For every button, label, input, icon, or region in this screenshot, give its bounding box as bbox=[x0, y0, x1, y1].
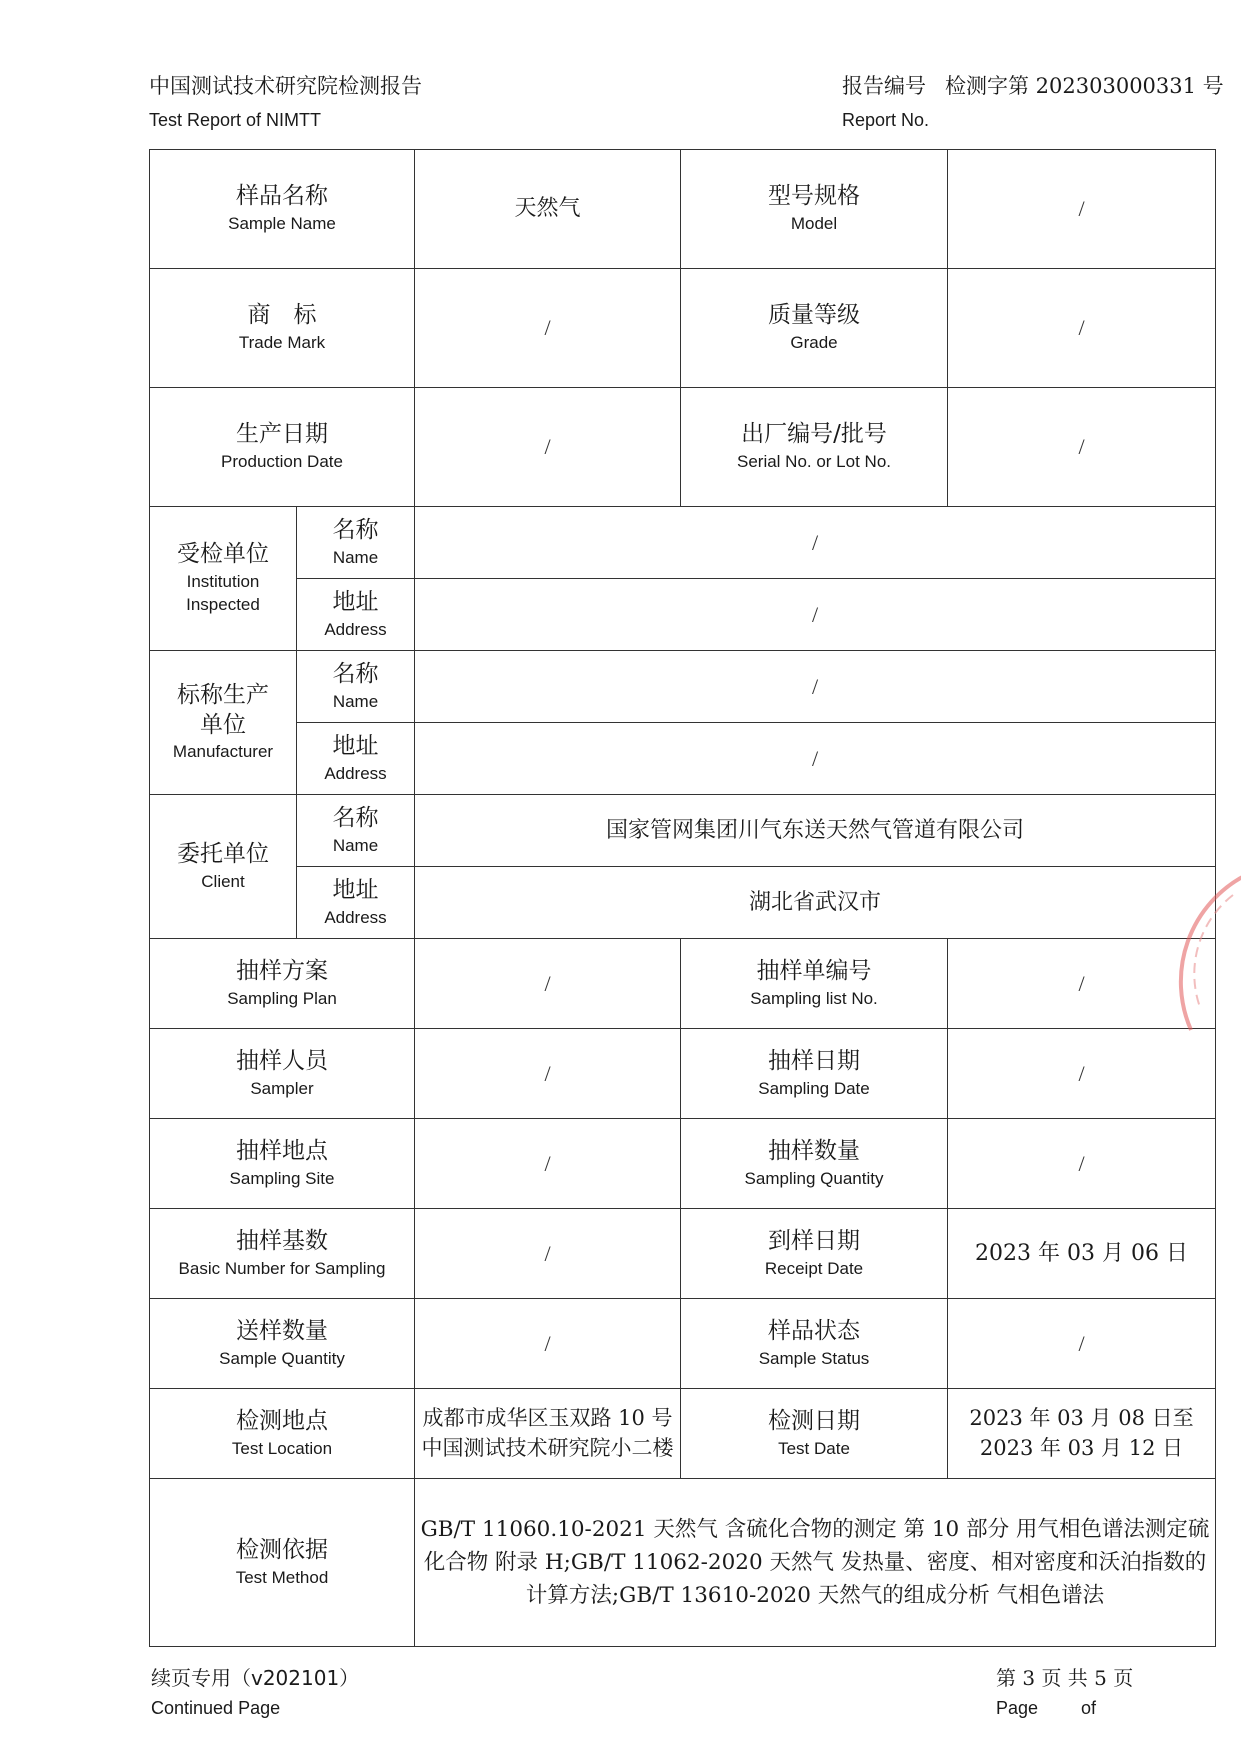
table-row bbox=[150, 1389, 1216, 1479]
basic-number-value: / bbox=[415, 1209, 681, 1299]
grade-label: 质量等级 Grade bbox=[681, 269, 948, 388]
institution-address-value: / bbox=[415, 579, 1216, 651]
manufacturer-name-label: 名称 Name bbox=[297, 651, 415, 723]
sampler-label: 抽样人员 Sampler bbox=[150, 1029, 415, 1119]
seal-stamp-icon bbox=[1171, 870, 1241, 1040]
sampling-quantity-label: 抽样数量 Sampling Quantity bbox=[681, 1119, 948, 1209]
test-method-value: GB/T 11060.10-2021 天然气 含硫化合物的测定 第 10 部分 用气相色谱法测定硫化合物 附录 H;GB/T 11062-2020 天然气 发热量、密度、相对密度和沃泊指数的计算方法;GB/T 13610-2020 天然气的组成分析 气相色谱法 bbox=[415, 1479, 1216, 1647]
table-row bbox=[150, 579, 1216, 651]
report-title-en: Test Report of NIMTT bbox=[149, 110, 322, 130]
basic-number-label: 抽样基数 Basic Number for Sampling bbox=[150, 1209, 415, 1299]
page-number-zh: 第 3 页 共 5 页 bbox=[996, 1666, 1134, 1690]
sample-status-label: 样品状态 Sample Status bbox=[681, 1299, 948, 1389]
report-info-table bbox=[149, 149, 1216, 1647]
table-row bbox=[150, 269, 1216, 388]
sampling-list-no-value: / bbox=[948, 939, 1216, 1029]
client-address-value: 湖北省武汉市 bbox=[415, 867, 1216, 939]
table-row bbox=[150, 1119, 1216, 1209]
sampling-site-value: / bbox=[415, 1119, 681, 1209]
manufacturer-label: 标称生产 单位 Manufacturer bbox=[150, 651, 297, 795]
table-row bbox=[150, 1029, 1216, 1119]
continued-page-en: Continued Page bbox=[151, 1698, 281, 1718]
report-no-label-zh: 报告编号 bbox=[842, 74, 926, 98]
client-address-label: 地址 Address bbox=[297, 867, 415, 939]
test-date-label: 检测日期 Test Date bbox=[681, 1389, 948, 1479]
grade-value: / bbox=[948, 269, 1216, 388]
sample-quantity-value: / bbox=[415, 1299, 681, 1389]
sampling-site-label: 抽样地点 Sampling Site bbox=[150, 1119, 415, 1209]
institution-name-label: 名称 Name bbox=[297, 507, 415, 579]
report-no-value: 检测字第 202303000331 号 bbox=[945, 74, 1224, 98]
client-name-label: 名称 Name bbox=[297, 795, 415, 867]
sampling-plan-label: 抽样方案 Sampling Plan bbox=[150, 939, 415, 1029]
model-label: 型号规格 Model bbox=[681, 150, 948, 269]
table-row bbox=[150, 507, 1216, 579]
sampling-plan-value: / bbox=[415, 939, 681, 1029]
client-label: 委托单位 Client bbox=[150, 795, 297, 939]
institution-name-value: / bbox=[415, 507, 1216, 579]
production-date-value: / bbox=[415, 388, 681, 507]
test-location-label: 检测地点 Test Location bbox=[150, 1389, 415, 1479]
report-no-label-en: Report No. bbox=[842, 110, 930, 130]
production-date-label: 生产日期 Production Date bbox=[150, 388, 415, 507]
table-row bbox=[150, 1209, 1216, 1299]
institution-label: 受检单位 Institution Inspected bbox=[150, 507, 297, 651]
client-name-value: 国家管网集团川气东送天然气管道有限公司 bbox=[415, 795, 1216, 867]
manufacturer-address-label: 地址 Address bbox=[297, 723, 415, 795]
table-row bbox=[150, 1479, 1216, 1647]
sampling-list-no-label: 抽样单编号 Sampling list No. bbox=[681, 939, 948, 1029]
sampling-date-label: 抽样日期 Sampling Date bbox=[681, 1029, 948, 1119]
test-location-value: 成都市成华区玉双路 10 号中国测试技术研究院小二楼 bbox=[415, 1389, 681, 1479]
manufacturer-address-value: / bbox=[415, 723, 1216, 795]
test-method-label: 检测依据 Test Method bbox=[150, 1479, 415, 1647]
table-row bbox=[150, 150, 1216, 269]
sample-status-value: / bbox=[948, 1299, 1216, 1389]
page-number-en: Page of bbox=[996, 1698, 1097, 1718]
trade-mark-value: / bbox=[415, 269, 681, 388]
sampling-quantity-value: / bbox=[948, 1119, 1216, 1209]
sample-name-value: 天然气 bbox=[415, 150, 681, 269]
receipt-date-label: 到样日期 Receipt Date bbox=[681, 1209, 948, 1299]
serial-no-label: 出厂编号/批号 Serial No. or Lot No. bbox=[681, 388, 948, 507]
table-row bbox=[150, 795, 1216, 867]
sample-quantity-label: 送样数量 Sample Quantity bbox=[150, 1299, 415, 1389]
table-row bbox=[150, 651, 1216, 723]
manufacturer-name-value: / bbox=[415, 651, 1216, 723]
sample-name-label: 样品名称 Sample Name bbox=[150, 150, 415, 269]
continued-page-zh: 续页专用（v202101） bbox=[151, 1666, 360, 1690]
serial-no-value: / bbox=[948, 388, 1216, 507]
sampling-date-value: / bbox=[948, 1029, 1216, 1119]
report-title-zh: 中国测试技术研究院检测报告 bbox=[149, 74, 422, 98]
sampler-value: / bbox=[415, 1029, 681, 1119]
receipt-date-value: 2023 年 03 月 06 日 bbox=[948, 1209, 1216, 1299]
table-row bbox=[150, 867, 1216, 939]
table-row bbox=[150, 939, 1216, 1029]
table-row bbox=[150, 388, 1216, 507]
trade-mark-label: 商 标 Trade Mark bbox=[150, 269, 415, 388]
test-date-value: 2023 年 03 月 08 日至 2023 年 03 月 12 日 bbox=[948, 1389, 1216, 1479]
model-value: / bbox=[948, 150, 1216, 269]
table-row bbox=[150, 1299, 1216, 1389]
institution-address-label: 地址 Address bbox=[297, 579, 415, 651]
table-row bbox=[150, 723, 1216, 795]
